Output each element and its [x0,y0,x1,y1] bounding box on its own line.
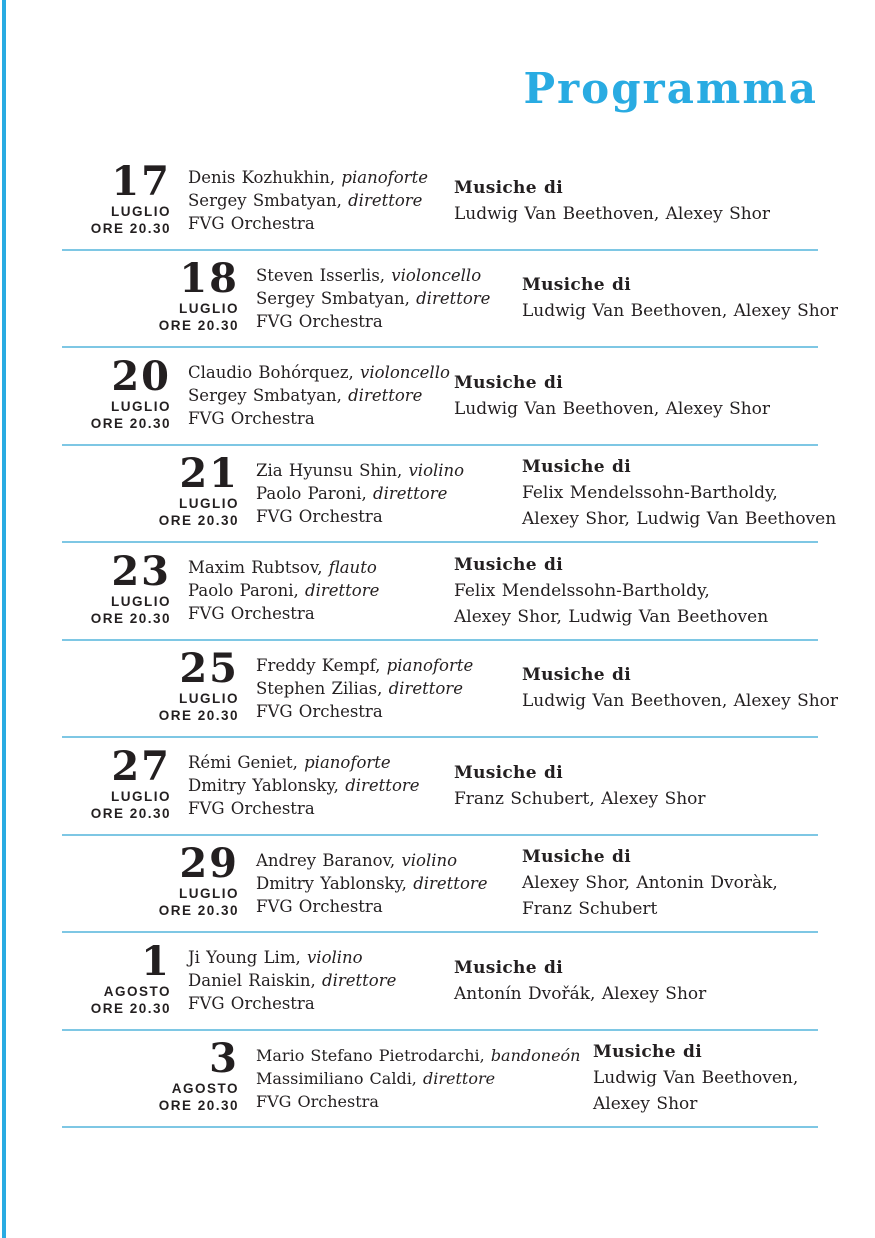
performer-role: direttore [322,971,397,991]
performer-name: Sergey Smbatyan, [256,288,410,308]
date-time: ORE 20.30 [158,1098,239,1114]
musiche-block [454,370,818,422]
concert-row [62,348,818,446]
performer-line [188,556,454,579]
performers-block [256,459,522,528]
performer-role: direttore [416,288,491,308]
date-day: 17 [111,157,171,205]
performer-name: Paolo Paroni, [256,483,367,503]
musiche-label: Musiche di [522,275,631,296]
performer-name: Ji Young Lim, [188,948,301,968]
date-block [62,1035,239,1114]
musiche-block [454,760,818,812]
performer-role: direttore [348,191,423,211]
performer-name: FVG Orchestra [188,604,315,624]
concert-row [62,153,818,251]
performer-line [256,482,522,505]
performers-block [188,946,454,1015]
musiche-label: Musiche di [522,665,631,686]
date-time: ORE 20.30 [158,903,239,919]
date-block [62,742,171,822]
performer-line [256,505,522,528]
performer-name: Dmitry Yablonsky, [188,776,339,796]
performer-line [188,212,454,235]
date-time: ORE 20.30 [90,610,171,626]
performers-block [188,751,454,820]
composer-line: Alexey Shor, Ludwig Van Beethoven [454,606,769,627]
performer-line [188,166,454,189]
musiche-label: Musiche di [454,957,563,978]
concert-row [62,543,818,641]
performer-line [188,969,454,992]
performer-name: Freddy Kempf, [256,655,381,675]
concert-row [62,933,818,1031]
performer-role: flauto [328,558,377,578]
performer-line [188,751,454,774]
performer-line [188,189,454,212]
date-day: 27 [111,742,171,790]
performer-role: direttore [348,386,423,406]
date-time: ORE 20.30 [158,318,239,334]
performer-name: FVG Orchestra [188,214,315,234]
date-block [62,937,171,1017]
composer-line: Felix Mendelssohn-Bartholdy, [454,580,710,601]
performer-role: violino [401,850,458,870]
date-month: LUGLIO [179,301,239,317]
musiche-label: Musiche di [593,1042,702,1063]
composer-line: Antonín Dvořák, Alexey Shor [454,983,707,1004]
date-day: 20 [111,352,171,400]
date-month: AGOSTO [103,983,171,999]
performer-line [256,1067,593,1090]
performer-line [256,1090,593,1113]
composer-line: Ludwig Van Beethoven, [593,1068,799,1089]
performer-role: violoncello [391,265,482,285]
performer-name: FVG Orchestra [256,506,383,526]
date-day: 3 [209,1035,239,1083]
date-month: LUGLIO [179,691,239,707]
date-day: 29 [179,840,239,888]
performer-name: Dmitry Yablonsky, [256,873,407,893]
musiche-block [522,662,838,714]
date-month: LUGLIO [111,593,171,609]
performers-block [256,849,522,918]
musiche-block [454,955,818,1007]
performer-role: direttore [413,873,488,893]
performer-name: FVG Orchestra [188,409,315,429]
concert-row [62,836,818,934]
date-time: ORE 20.30 [90,220,171,236]
performers-block [188,361,454,430]
page-title: Programma [523,64,818,113]
performer-line [188,774,454,797]
date-month: AGOSTO [171,1081,239,1097]
composer-line: Alexey Shor [593,1094,698,1115]
concert-row [62,251,839,349]
performer-role: direttore [388,678,463,698]
date-time: ORE 20.30 [90,1000,171,1016]
date-block [62,352,171,432]
date-block [62,450,239,529]
performer-name: Andrey Baranov, [256,850,396,870]
performer-name: FVG Orchestra [256,896,383,916]
musiche-block [522,844,818,922]
composer-line: Felix Mendelssohn-Bartholdy, [522,483,778,504]
performer-line [256,654,522,677]
performer-line [256,700,522,723]
performer-name: FVG Orchestra [188,799,315,819]
performer-name: FVG Orchestra [188,994,315,1014]
composer-line: Ludwig Van Beethoven, Alexey Shor [522,691,839,712]
performer-name: Rémi Geniet, [188,753,298,773]
performer-line [256,287,522,310]
performer-name: Claudio Bohórquez, [188,363,354,383]
date-day: 1 [141,937,171,985]
concert-row [62,641,839,739]
performers-block [188,556,454,625]
performer-name: Zia Hyunsu Shin, [256,460,403,480]
performer-name: Steven Isserlis, [256,265,386,285]
performer-line [256,895,522,918]
musiche-block [522,272,838,324]
performer-line [188,407,454,430]
concert-row [62,1031,818,1129]
performer-name: Maxim Rubtsov, [188,558,323,578]
date-block [62,840,239,919]
performer-line [188,579,454,602]
date-time: ORE 20.30 [90,415,171,431]
date-month: LUGLIO [111,788,171,804]
musiche-block [593,1039,818,1117]
date-block [62,255,239,334]
date-time: ORE 20.30 [90,805,171,821]
performers-block [256,264,522,333]
performer-line [188,992,454,1015]
date-block [62,547,171,627]
composer-line: Ludwig Van Beethoven, Alexey Shor [522,301,839,322]
date-block [62,157,171,237]
date-time: ORE 20.30 [158,708,239,724]
concert-list [62,153,839,1128]
date-block [62,645,239,724]
performer-name: Mario Stefano Pietrodarchi, [256,1045,485,1065]
musiche-label: Musiche di [454,554,563,575]
composer-line: Ludwig Van Beethoven, Alexey Shor [454,398,771,419]
performer-name: Massimiliano Caldi, [256,1068,417,1088]
performer-line [256,849,522,872]
composer-line: Franz Schubert [522,899,658,920]
musiche-label: Musiche di [454,177,563,198]
performer-role: direttore [305,581,380,601]
performer-role: direttore [373,483,448,503]
performer-role: bandoneón [490,1045,581,1065]
date-month: LUGLIO [179,496,239,512]
date-day: 25 [179,645,239,693]
musiche-label: Musiche di [522,457,631,478]
performer-role: pianoforte [304,753,391,773]
performer-name: Paolo Paroni, [188,581,299,601]
date-month: LUGLIO [111,203,171,219]
performer-line [256,459,522,482]
date-day: 21 [179,450,239,498]
date-day: 23 [111,547,171,595]
musiche-block [522,454,836,532]
performer-name: Sergey Smbatyan, [188,191,342,211]
performer-role: direttore [422,1068,496,1088]
performer-line [256,1044,593,1067]
date-month: LUGLIO [179,886,239,902]
performer-name: Stephen Zilias, [256,678,383,698]
concert-row [62,738,818,836]
performers-block [256,654,522,723]
performer-name: FVG Orchestra [256,311,383,331]
performer-role: violino [408,460,465,480]
left-accent-bar [2,0,6,1238]
performer-line [188,797,454,820]
performers-block [256,1044,593,1113]
concert-row [62,446,837,544]
composer-line: Franz Schubert, Alexey Shor [454,788,706,809]
composer-line: Alexey Shor, Antonin Dvoràk, [522,873,778,894]
performers-block [188,166,454,235]
performer-name: Sergey Smbatyan, [188,386,342,406]
date-time: ORE 20.30 [158,513,239,529]
musiche-label: Musiche di [454,372,563,393]
performer-name: Denis Kozhukhin, [188,168,336,188]
performer-line [256,872,522,895]
performer-role: violoncello [360,363,450,383]
musiche-block [454,552,818,630]
performer-line [256,677,522,700]
musiche-label: Musiche di [522,847,631,868]
performer-line [188,361,454,384]
performer-role: pianoforte [341,168,428,188]
performer-name: Daniel Raiskin, [188,971,316,991]
musiche-label: Musiche di [454,762,563,783]
performer-line [256,310,522,333]
composer-line: Alexey Shor, Ludwig Van Beethoven [522,509,837,530]
musiche-block [454,175,818,227]
performer-role: pianoforte [386,655,474,675]
performer-line [188,384,454,407]
date-month: LUGLIO [111,398,171,414]
performer-name: FVG Orchestra [256,1091,379,1111]
performer-name: FVG Orchestra [256,701,383,721]
performer-line [256,264,522,287]
composer-line: Ludwig Van Beethoven, Alexey Shor [454,203,771,224]
performer-role: violino [306,948,363,968]
performer-role: direttore [345,776,420,796]
performer-line [188,602,454,625]
date-day: 18 [179,255,239,303]
performer-line [188,946,454,969]
